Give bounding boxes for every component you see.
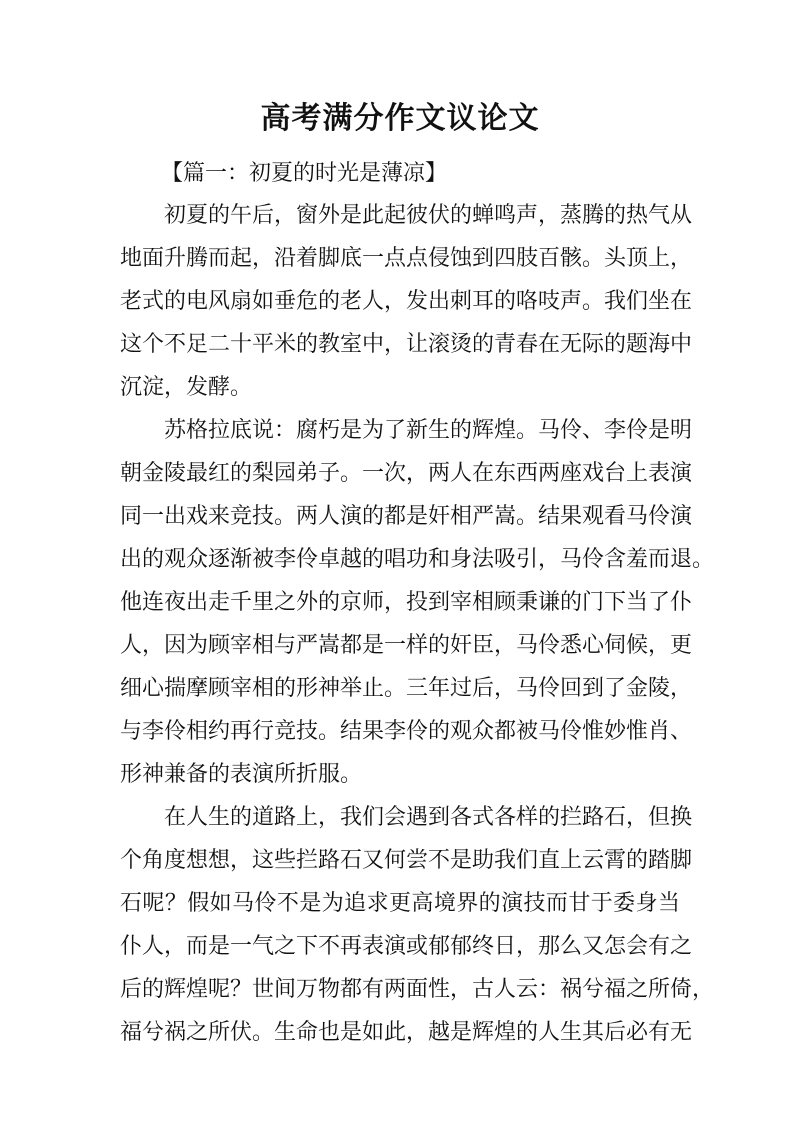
paragraph-1-line-5: 沉淀，发酵。 (120, 375, 253, 400)
paragraph-2-line-5: 他连夜出走千里之外的京师，投到宰相顾秉谦的门下当了仆 (120, 590, 693, 615)
paragraph-3-line-6: 福兮祸之所伏。生命也是如此，越是辉煌的人生其后必有无 (120, 1020, 693, 1045)
paragraph-3-line-3: 石呢？假如马伶不是为追求更高境界的演技而甘于委身当 (120, 891, 680, 916)
paragraph-3-line-2: 个角度想想，这些拦路石又何尝不是助我们直上云霄的踏脚 (120, 848, 693, 873)
paragraph-2-line-1: 苏格拉底说：腐朽是为了新生的辉煌。马伶、李伶是明 (164, 418, 693, 443)
paragraph-3-line-1: 在人生的道路上，我们会遇到各式各样的拦路石，但换 (164, 805, 693, 830)
paragraph-2-line-6: 人，因为顾宰相与严嵩都是一样的奸臣，马伶悉心伺候，更 (120, 633, 693, 658)
document-title: 高考满分作文议论文 (260, 101, 540, 136)
paragraph-3-line-4: 仆人，而是一气之下不再表演或郁郁终日，那么又怎会有之 (120, 934, 693, 959)
paragraph-1-line-1: 初夏的午后，窗外是此起彼伏的蝉鸣声，蒸腾的热气从 (164, 203, 693, 228)
section-heading: 【篇一：初夏的时光是薄凉】 (161, 161, 448, 186)
paragraph-1-line-2: 地面升腾而起，沿着脚底一点点侵蚀到四肢百骸。头顶上， (120, 246, 693, 271)
paragraph-2-line-9: 形神兼备的表演所折服。 (120, 762, 363, 787)
paragraph-1-line-4: 这个不足二十平米的教室中，让滚烫的青春在无际的题海中 (120, 332, 693, 357)
paragraph-3-line-5: 后的辉煌呢？世间万物都有两面性，古人云：祸兮福之所倚， (120, 977, 715, 1002)
paragraph-2-line-8: 与李伶相约再行竞技。结果李伶的观众都被马伶惟妙惟肖、 (120, 719, 693, 744)
paragraph-2-line-4: 出的观众逐渐被李伶卓越的唱功和身法吸引，马伶含羞而退。 (120, 547, 715, 572)
paragraph-2-line-7: 细心揣摩顾宰相的形神举止。三年过后，马伶回到了金陵， (120, 676, 693, 701)
paragraph-2-line-3: 同一出戏来竞技。两人演的都是奸相严嵩。结果观看马伶演 (120, 504, 693, 529)
paragraph-2-line-2: 朝金陵最红的梨园弟子。一次，两人在东西两座戏台上表演 (120, 461, 693, 486)
paragraph-1-line-3: 老式的电风扇如垂危的老人，发出刺耳的咯吱声。我们坐在 (120, 289, 693, 314)
